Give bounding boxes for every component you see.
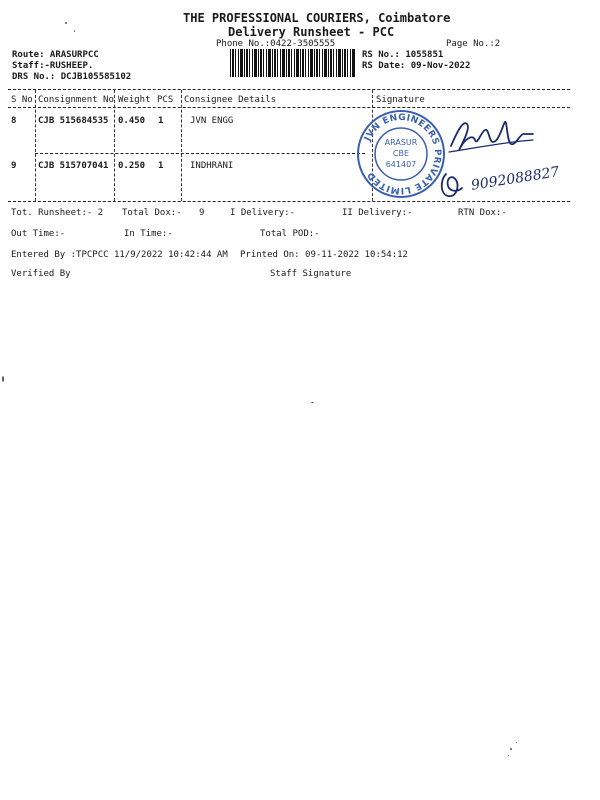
- handwritten-signature: [445, 112, 535, 160]
- col-header-consignee: Consignee Details: [184, 95, 277, 105]
- row-consignee: INDHRANI: [190, 161, 234, 171]
- tot-runsheet: Tot. Runsheet:- 2: [11, 208, 104, 218]
- scan-speck: [65, 22, 67, 24]
- table-top-rule: [8, 89, 570, 90]
- drs-number: DRS No.: DCJB105585102: [12, 72, 132, 82]
- row-consignment: CJB 515684535: [38, 116, 109, 126]
- barcode: [230, 49, 356, 77]
- total-dox-label: Total Dox:-: [122, 208, 182, 218]
- col-header-sno: S No: [11, 95, 33, 105]
- rs-number: RS No.: 1055851: [362, 50, 444, 60]
- phone-number: Phone No.:0422-3505555: [216, 39, 336, 49]
- col-header-signature: Signature: [376, 95, 425, 105]
- row-weight: 0.450: [118, 116, 146, 126]
- column-divider: [181, 90, 182, 201]
- page-number: Page No.:2: [446, 39, 501, 49]
- runsheet-subtitle: Delivery Runsheet - PCC: [228, 25, 395, 39]
- handwritten-phone: 9092088827: [470, 164, 561, 194]
- scan-speck: [508, 755, 509, 756]
- row-consignment: CJB 515707041: [38, 161, 109, 171]
- in-time: In Time:-: [124, 229, 173, 239]
- scan-speck: [74, 30, 75, 32]
- entered-by: Entered By :TPCPCC 11/9/2022 10:42:44 AM: [11, 250, 228, 260]
- stamp-ring-text: JVN ENGINEERS PRIVATE LIMITED: [362, 112, 443, 196]
- column-divider: [114, 90, 115, 201]
- stamp-line-2: CBE: [392, 149, 410, 158]
- staff-label: Staff:-RUSHEEP.: [12, 61, 94, 71]
- table-header-rule: [8, 107, 570, 108]
- col-header-pcs: PCS: [157, 95, 174, 105]
- table-bottom-rule: [8, 201, 570, 202]
- scan-speck: [516, 742, 517, 743]
- verified-by: Verified By: [11, 269, 71, 279]
- row-pcs: 1: [158, 116, 164, 126]
- column-divider: [35, 90, 36, 201]
- scan-speck: [510, 748, 512, 750]
- company-stamp: [355, 108, 447, 200]
- scan-speck: [311, 402, 314, 403]
- total-pod: Total POD:-: [260, 229, 320, 239]
- stamp-line-3: 641407: [385, 160, 417, 169]
- total-dox-value: 9: [199, 208, 205, 218]
- stamp-line-1: ARASUR: [384, 138, 418, 147]
- handwritten-mark: [438, 170, 468, 200]
- row-divider: [35, 153, 365, 154]
- col-header-weight: Weight: [118, 95, 151, 105]
- row-weight: 0.250: [118, 161, 146, 171]
- ii-delivery: II Delivery:-: [342, 208, 413, 218]
- row-pcs: 1: [158, 161, 164, 171]
- out-time: Out Time:-: [11, 229, 66, 239]
- row-sno: 9: [11, 161, 17, 171]
- col-header-consignment: Consignment No: [38, 95, 114, 105]
- scan-speck: [2, 376, 4, 382]
- company-title: THE PROFESSIONAL COURIERS, Coimbatore: [183, 11, 451, 25]
- staff-signature-label: Staff Signature: [270, 269, 352, 279]
- row-consignee: JVN ENGG: [190, 116, 234, 126]
- printed-on: Printed On: 09-11-2022 10:54:12: [240, 250, 408, 260]
- row-sno: 8: [11, 116, 17, 126]
- route-label: Route: ARASURPCC: [12, 50, 99, 60]
- rs-date: RS Date: 09-Nov-2022: [362, 61, 471, 71]
- i-delivery: I Delivery:-: [230, 208, 296, 218]
- rtn-dox: RTN Dox:-: [458, 208, 507, 218]
